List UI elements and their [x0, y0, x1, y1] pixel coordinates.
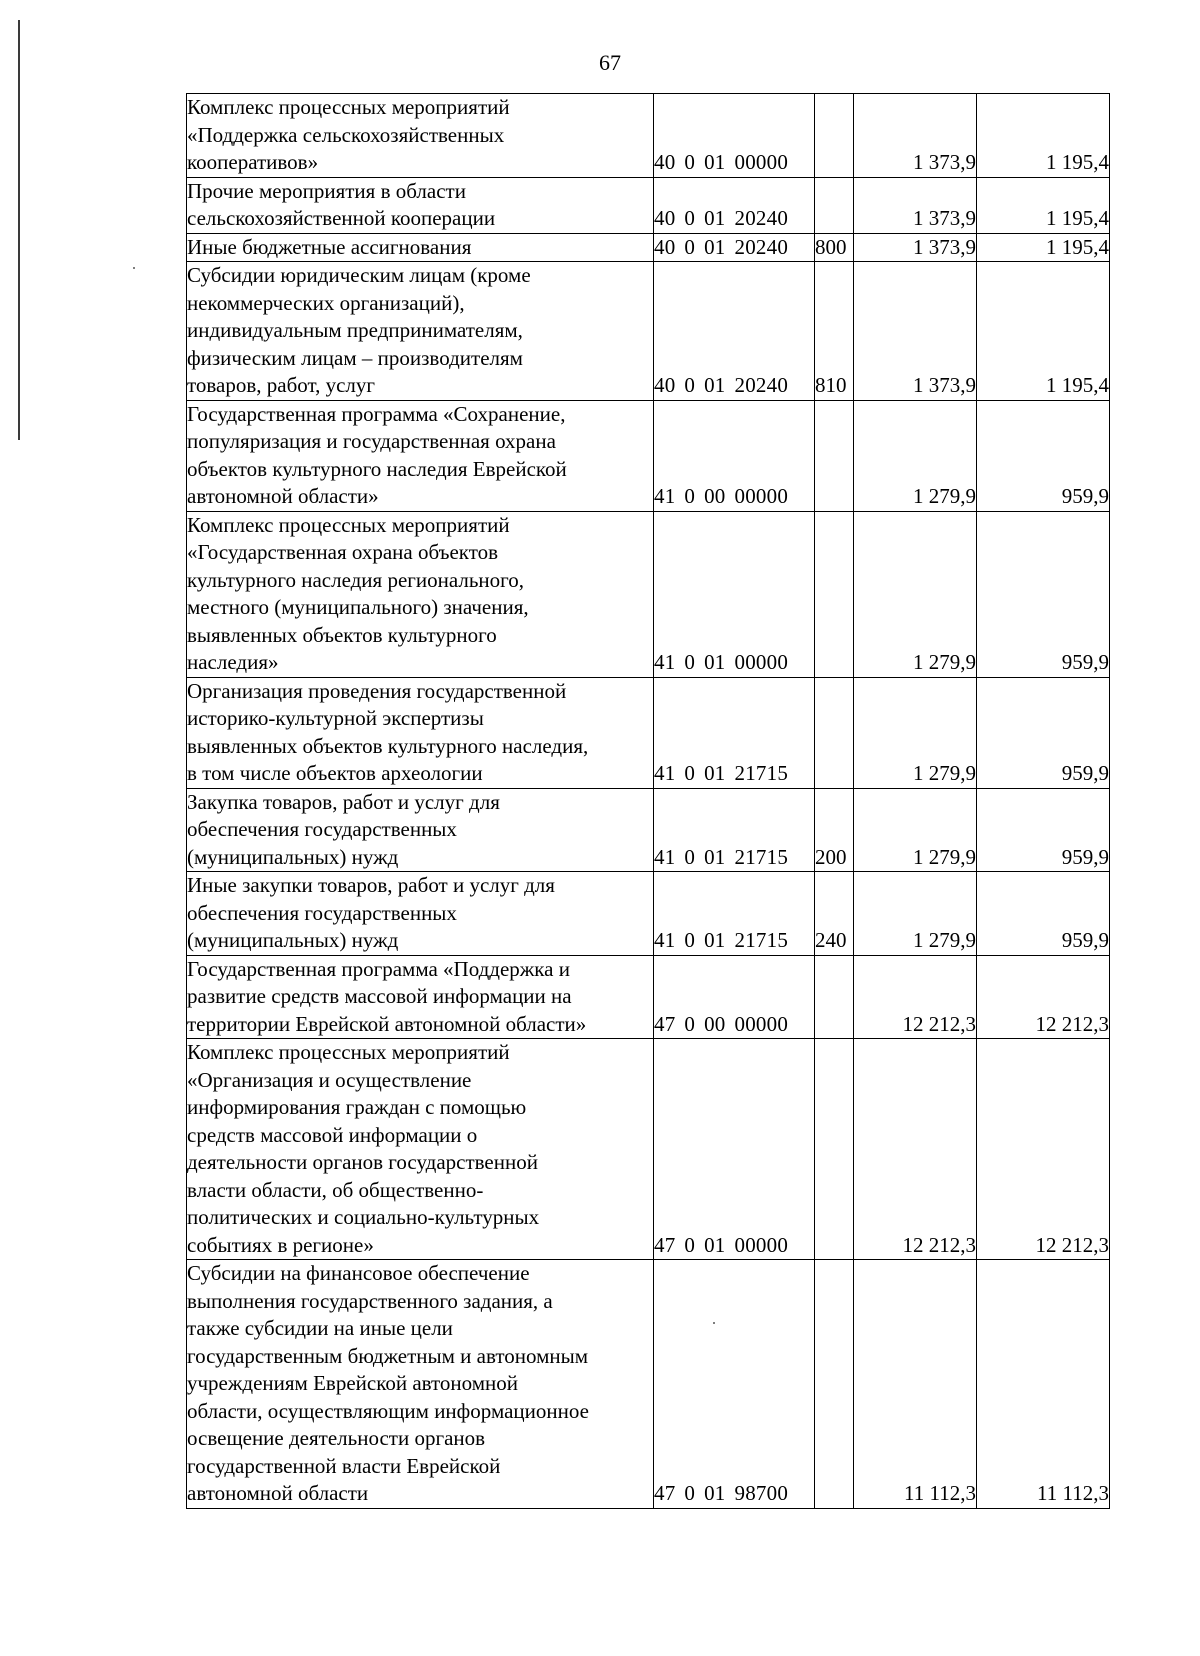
row-amount-2-cell: 959,9 — [977, 400, 1110, 511]
row-name-cell — [187, 262, 654, 401]
code-segment: 00 — [704, 484, 726, 508]
code-segment: 40 — [654, 234, 676, 259]
row-name-line: Иные закупки товаров, работ и услуг для — [187, 873, 555, 897]
row-code-cell — [654, 400, 815, 511]
row-name-line: средств массовой информации о — [187, 1122, 478, 1147]
row-name-line: выполнения государственного задания, а — [187, 1288, 553, 1313]
row-name-cell — [187, 233, 654, 262]
row-amount-1-cell: 1 373,9 — [854, 262, 977, 401]
code-segment: 00000 — [734, 650, 789, 674]
row-name-line: автономной области — [187, 1481, 369, 1505]
code-segment: 0 — [684, 1011, 696, 1036]
row-name-line: деятельности органов государственной — [187, 1150, 538, 1174]
row-amount-2-cell: 1 195,4 — [977, 94, 1110, 178]
row-name-line: выявленных объектов культурного наследия, — [187, 733, 589, 758]
table-row — [187, 1039, 1110, 1260]
row-name-line: Прочие мероприятия в области — [187, 178, 466, 203]
page-number: 67 — [599, 50, 621, 75]
code-segment: 21715 — [734, 761, 789, 785]
row-name-line: освещение деятельности органов — [187, 1426, 486, 1450]
row-name-line: «Государственная охрана объектов — [187, 540, 499, 564]
row-name-cell — [187, 94, 654, 178]
code-segment: 0 — [684, 650, 696, 674]
row-name-line: (муниципальных) нужд — [187, 928, 399, 952]
row-code-cell — [654, 177, 815, 233]
row-code-cell — [654, 233, 815, 262]
row-amount-2-cell: 959,9 — [977, 788, 1110, 872]
row-expense-type-cell — [815, 1260, 854, 1509]
code-segment: 21715 — [734, 844, 789, 869]
row-amount-1-cell: 1 279,9 — [854, 872, 977, 956]
row-name-line: власти области, об общественно- — [187, 1177, 484, 1202]
row-expense-type-cell: 240 — [815, 872, 854, 956]
row-name-cell — [187, 677, 654, 788]
code-segment: 98700 — [734, 1481, 789, 1505]
row-code-cell — [654, 677, 815, 788]
code-segment: 00000 — [734, 1232, 789, 1257]
row-expense-type-cell — [815, 177, 854, 233]
row-name-line: культурного наследия регионального, — [187, 567, 525, 592]
row-expense-type-cell — [815, 400, 854, 511]
row-amount-2-cell: 12 212,3 — [977, 1039, 1110, 1260]
row-name-line: сельскохозяйственной кооперации — [187, 206, 496, 230]
code-segment: 01 — [704, 150, 726, 174]
row-name-line: территории Еврейской автономной области» — [187, 1011, 587, 1036]
row-name-line: учреждениям Еврейской автономной — [187, 1371, 519, 1395]
code-segment: 0 — [684, 1481, 696, 1505]
row-name-line: Организация проведения государственной — [187, 678, 567, 703]
row-expense-type-cell — [815, 511, 854, 677]
row-name-cell — [187, 400, 654, 511]
code-segment: 00 — [704, 1011, 726, 1036]
row-name-cell — [187, 955, 654, 1039]
table-row — [187, 233, 1110, 262]
row-name-cell — [187, 1260, 654, 1509]
row-name-line: информирования граждан с помощью — [187, 1095, 527, 1119]
row-amount-2-cell: 959,9 — [977, 677, 1110, 788]
code-segment: 0 — [684, 844, 696, 869]
code-segment: 20240 — [734, 234, 789, 259]
row-amount-1-cell: 1 373,9 — [854, 177, 977, 233]
code-segment: 01 — [704, 928, 726, 952]
row-code-cell — [654, 1260, 815, 1509]
row-amount-1-cell: 1 279,9 — [854, 677, 977, 788]
row-name-line: в том числе объектов археологии — [187, 761, 483, 785]
row-amount-1-cell: 12 212,3 — [854, 1039, 977, 1260]
row-amount-2-cell: 1 195,4 — [977, 177, 1110, 233]
code-segment: 0 — [684, 150, 696, 174]
row-amount-2-cell: 959,9 — [977, 511, 1110, 677]
code-segment: 00000 — [734, 150, 789, 174]
table-row — [187, 177, 1110, 233]
row-amount-1-cell: 12 212,3 — [854, 955, 977, 1039]
scan-edge-line — [18, 20, 20, 440]
row-expense-type-cell: 200 — [815, 788, 854, 872]
row-name-line: «Поддержка сельскохозяйственных — [187, 122, 505, 147]
code-segment: 47 — [654, 1481, 676, 1505]
code-segment: 01 — [704, 1232, 726, 1257]
code-segment: 21715 — [734, 928, 789, 952]
row-name-line: товаров, работ, услуг — [187, 373, 376, 397]
row-name-line: объектов культурного наследия Еврейской — [187, 456, 567, 481]
row-name-line: Субсидии юридическим лицам (кроме — [187, 263, 531, 287]
row-amount-1-cell: 1 279,9 — [854, 788, 977, 872]
code-segment: 40 — [654, 206, 676, 230]
row-name-line: области, осуществляющим информационное — [187, 1398, 589, 1423]
row-name-line: популяризация и государственная охрана — [187, 429, 556, 453]
row-code-cell — [654, 872, 815, 956]
row-amount-1-cell: 11 112,3 — [854, 1260, 977, 1509]
code-segment: 00000 — [734, 1011, 789, 1036]
budget-table — [186, 93, 1110, 1509]
code-segment: 01 — [704, 206, 726, 230]
table-row — [187, 511, 1110, 677]
row-expense-type-cell — [815, 1039, 854, 1260]
code-segment: 00000 — [734, 484, 789, 508]
row-name-cell — [187, 788, 654, 872]
row-code-cell — [654, 1039, 815, 1260]
row-name-line: Государственная программа «Поддержка и — [187, 956, 570, 981]
table-row — [187, 262, 1110, 401]
code-segment: 01 — [704, 234, 726, 259]
code-segment: 41 — [654, 484, 676, 508]
table-row — [187, 872, 1110, 956]
row-expense-type-cell: 800 — [815, 233, 854, 262]
code-segment: 0 — [684, 206, 696, 230]
row-name-line: физическим лицам – производителям — [187, 345, 523, 370]
row-name-line: некоммерческих организаций), — [187, 290, 465, 315]
row-name-line: Комплекс процессных мероприятий — [187, 512, 510, 537]
row-code-cell — [654, 788, 815, 872]
row-name-line: наследия» — [187, 650, 279, 674]
row-amount-1-cell: 1 279,9 — [854, 511, 977, 677]
row-amount-2-cell: 1 195,4 — [977, 262, 1110, 401]
row-code-cell — [654, 511, 815, 677]
code-segment: 40 — [654, 150, 676, 174]
row-amount-2-cell: 12 212,3 — [977, 955, 1110, 1039]
code-segment: 20240 — [734, 373, 789, 397]
row-amount-2-cell: 959,9 — [977, 872, 1110, 956]
scan-speck — [133, 267, 135, 269]
code-segment: 41 — [654, 650, 676, 674]
code-segment: 0 — [684, 761, 696, 785]
code-segment: 41 — [654, 928, 676, 952]
row-amount-1-cell: 1 373,9 — [854, 94, 977, 178]
code-segment: 01 — [704, 1481, 726, 1505]
code-segment: 01 — [704, 844, 726, 869]
row-name-line: Закупка товаров, работ и услуг для — [187, 789, 500, 814]
table-row — [187, 1260, 1110, 1509]
table-row — [187, 955, 1110, 1039]
row-name-line: также субсидии на иные цели — [187, 1316, 453, 1340]
row-name-line: Государственная программа «Сохранение, — [187, 401, 566, 426]
code-segment: 0 — [684, 1232, 696, 1257]
code-segment: 47 — [654, 1232, 676, 1257]
code-segment: 41 — [654, 761, 676, 785]
code-segment: 01 — [704, 650, 726, 674]
table-row — [187, 788, 1110, 872]
row-expense-type-cell — [815, 94, 854, 178]
row-name-line: событиях в регионе» — [187, 1232, 374, 1257]
table-row — [187, 677, 1110, 788]
row-name-line: обеспечения государственных — [187, 817, 457, 841]
code-segment: 0 — [684, 373, 696, 397]
row-name-line: Комплекс процессных мероприятий — [187, 1040, 510, 1064]
row-name-line: государственным бюджетным и автономным — [187, 1343, 589, 1368]
row-name-line: местного (муниципального) значения, — [187, 595, 529, 619]
row-name-line: историко-культурной экспертизы — [187, 706, 484, 730]
code-segment: 01 — [704, 761, 726, 785]
row-amount-1-cell: 1 373,9 — [854, 233, 977, 262]
row-name-line: развитие средств массовой информации на — [187, 984, 572, 1008]
row-name-line: Субсидии на финансовое обеспечение — [187, 1261, 530, 1285]
code-segment: 0 — [684, 928, 696, 952]
code-segment: 0 — [684, 234, 696, 259]
row-code-cell — [654, 955, 815, 1039]
row-amount-1-cell: 1 279,9 — [854, 400, 977, 511]
row-name-line: (муниципальных) нужд — [187, 844, 399, 869]
code-segment: 41 — [654, 844, 676, 869]
row-name-line: автономной области» — [187, 484, 379, 508]
row-name-line: Иные бюджетные ассигнования — [187, 234, 472, 259]
row-name-cell — [187, 872, 654, 956]
row-expense-type-cell: 810 — [815, 262, 854, 401]
code-segment: 47 — [654, 1011, 676, 1036]
row-amount-2-cell: 1 195,4 — [977, 233, 1110, 262]
row-name-cell — [187, 511, 654, 677]
row-code-cell — [654, 94, 815, 178]
row-name-line: «Организация и осуществление — [187, 1067, 472, 1092]
row-expense-type-cell — [815, 677, 854, 788]
row-name-line: индивидуальным предпринимателям, — [187, 318, 523, 342]
row-amount-2-cell: 11 112,3 — [977, 1260, 1110, 1509]
code-segment: 40 — [654, 373, 676, 397]
row-name-cell — [187, 1039, 654, 1260]
table-row — [187, 400, 1110, 511]
row-name-cell — [187, 177, 654, 233]
row-name-line: кооперативов» — [187, 150, 319, 174]
row-name-line: выявленных объектов культурного — [187, 622, 497, 647]
row-name-line: обеспечения государственных — [187, 900, 457, 925]
row-name-line: Комплекс процессных мероприятий — [187, 95, 510, 119]
row-expense-type-cell — [815, 955, 854, 1039]
row-name-line: политических и социально-культурных — [187, 1205, 540, 1229]
row-name-line: государственной власти Еврейской — [187, 1453, 501, 1478]
code-segment: 20240 — [734, 206, 789, 230]
code-segment: 01 — [704, 373, 726, 397]
code-segment: 0 — [684, 484, 696, 508]
row-code-cell — [654, 262, 815, 401]
table-row — [187, 94, 1110, 178]
